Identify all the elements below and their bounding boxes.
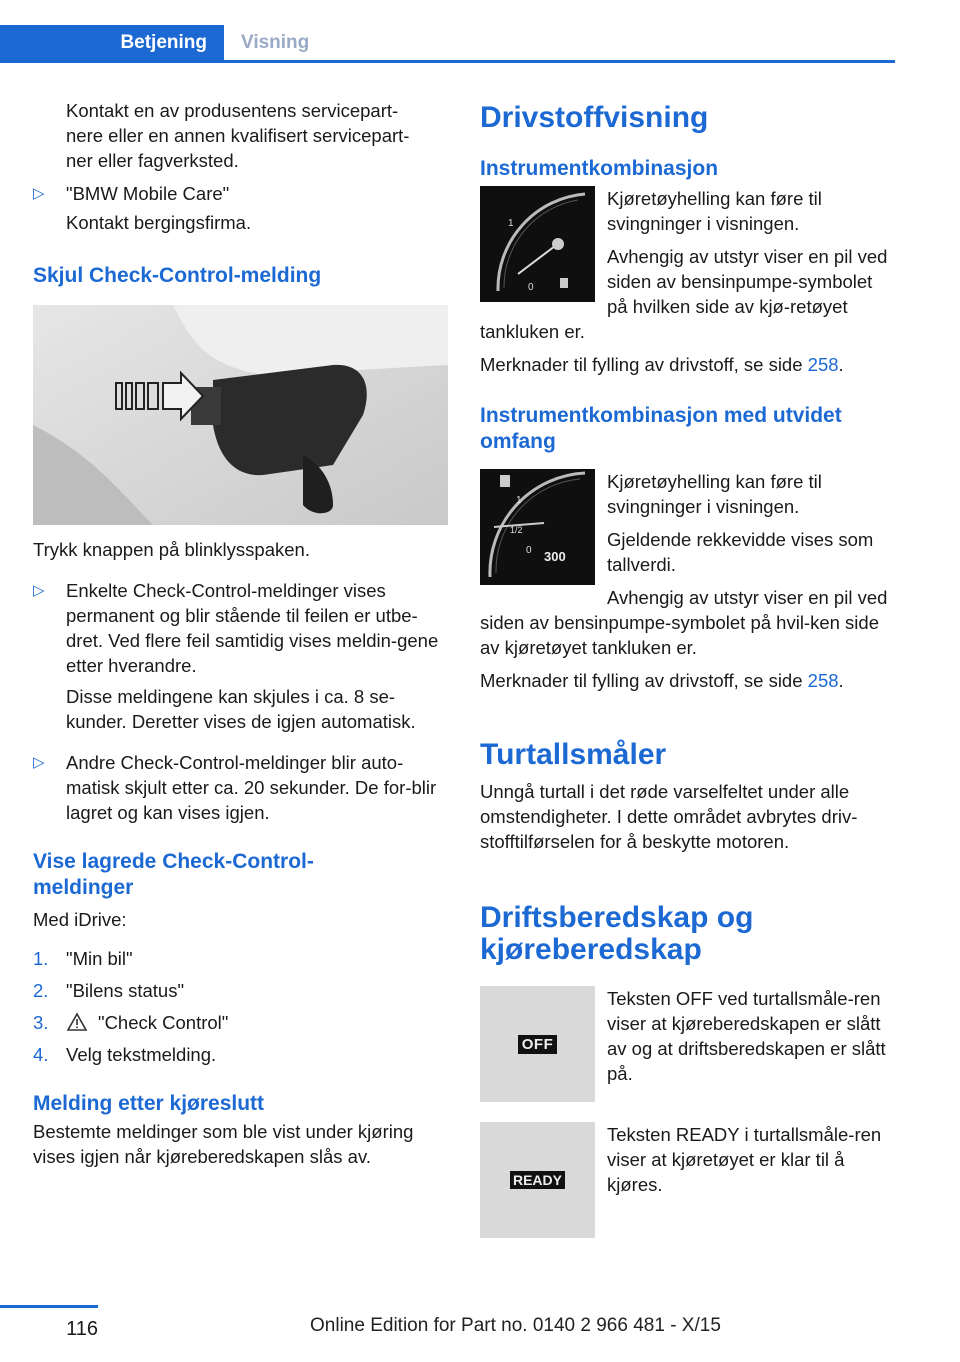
instr-section xyxy=(480,186,895,344)
gauge-label: 1 xyxy=(516,495,522,506)
ready-section xyxy=(480,1122,895,1242)
tab-label: Betjening xyxy=(120,32,207,53)
triangle-bullet-icon: ▷ xyxy=(33,185,45,202)
step-text: "Min bil" xyxy=(66,948,133,969)
right-column xyxy=(480,98,895,1242)
ext-note xyxy=(480,668,895,693)
bullet-text: Enkelte Check-Control-meldinger vises permanent og blir stående til feilen er utbe-dret. Ved flere feil samtidig vises meldin-gene etter hverandre. xyxy=(66,580,439,676)
page-link-258[interactable]: 258 xyxy=(807,670,839,691)
note-text: . xyxy=(838,354,844,375)
gauge-label: 1/2 xyxy=(510,525,523,535)
heading-instr-utvidet: Instrumentkombinasjon med utvidet omfang xyxy=(480,404,842,453)
off-text: Teksten OFF ved turtallsmåle-ren viser at kjøreberedskapen er slått av og at driftsberedskapen er slått på. xyxy=(607,988,886,1084)
step-text-row xyxy=(66,1010,228,1035)
page-link-258[interactable]: 258 xyxy=(807,354,839,375)
ext-paragraph: Avhengig av utstyr viser en pil ved siden av bensinpumpe-symbolet på hvil-ken side av kjøretøyet tankluken er. xyxy=(480,587,888,658)
step-number: 1. xyxy=(33,948,49,969)
page-number-block xyxy=(0,1305,98,1341)
tab-visning[interactable] xyxy=(224,25,309,61)
heading-melding: Melding etter kjøreslutt xyxy=(33,1092,265,1115)
gauge-label: 0 xyxy=(528,282,534,293)
list-item xyxy=(33,578,448,678)
step-text: "Check Control" xyxy=(98,1012,229,1033)
bullet-subtext: Disse meldingene kan skjules i ca. 8 se-kunder. Deretter vises de igjen automatisk. xyxy=(66,686,416,732)
extended-gauge-image xyxy=(480,469,595,585)
ext-paragraph: Kjøretøyhelling kan føre til svingninger i visningen. xyxy=(607,471,822,517)
note-text: . xyxy=(838,670,844,691)
warning-triangle-icon xyxy=(66,1012,88,1032)
left-column xyxy=(33,98,448,1169)
off-label: OFF xyxy=(518,1035,558,1054)
heading-instrumentkombinasjon: Instrumentkombinasjon xyxy=(480,157,719,180)
turtall-text: Unngå turtall i det røde varselfeltet under alle omstendigheter. I dette området avbrytes driv-stofftilførselen for å beskytte motoren. xyxy=(480,781,858,852)
step-number: 4. xyxy=(33,1044,49,1065)
ext-section xyxy=(480,469,895,660)
instr-paragraph: Avhengig av utstyr viser en pil ved siden av bensinpumpe-symbolet på hvilken side av kjø-retøyet tankluken er. xyxy=(480,246,888,342)
heading-skjul: Skjul Check-Control-melding xyxy=(33,264,322,287)
melding-text: Bestemte meldinger som ble vist under kjøring vises igjen når kjøreberedskapen slås av. xyxy=(33,1121,414,1167)
fuel-gauge-illustration xyxy=(480,186,595,302)
page-header xyxy=(0,0,895,62)
ext-paragraph: Gjeldende rekkevidde vises som tallverdi. xyxy=(607,529,874,575)
bullet-subtext: Kontakt bergingsfirma. xyxy=(66,212,252,233)
list-item xyxy=(33,946,448,971)
list-item xyxy=(33,978,448,1003)
note-text: Merknader til fylling av drivstoff, se side xyxy=(480,354,808,375)
page-number: 116 xyxy=(66,1318,98,1340)
gauge-label: 0 xyxy=(526,545,532,556)
idrive-text: Med iDrive: xyxy=(33,909,127,930)
ready-display-image xyxy=(480,1122,595,1238)
bullet-text: "BMW Mobile Care" xyxy=(66,183,230,204)
step-text: Velg tekstmelding. xyxy=(66,1044,217,1065)
gauge-label: 1 xyxy=(508,218,514,229)
list-item xyxy=(33,181,448,206)
triangle-bullet-icon: ▷ xyxy=(33,754,45,771)
step-number: 3. xyxy=(33,1012,49,1033)
tab-betjening[interactable] xyxy=(0,25,224,61)
list-item xyxy=(33,1010,448,1035)
tab-label: Visning xyxy=(241,32,310,53)
header-divider xyxy=(0,60,895,63)
note-text: Merknader til fylling av drivstoff, se side xyxy=(480,670,808,691)
turn-signal-lever-image xyxy=(33,305,448,525)
heading-drivstoffvisning: Drivstoffvisning xyxy=(480,101,709,134)
instr-note xyxy=(480,352,895,377)
fuel-gauge-image xyxy=(480,186,595,302)
image-caption: Trykk knappen på blinklysspaken. xyxy=(33,539,310,560)
heading-turtallsmaler: Turtallsmåler xyxy=(480,738,667,771)
steps-list xyxy=(33,946,448,1067)
heading-vise: Vise lagrede Check-Control- meldinger xyxy=(33,850,314,899)
page-number-divider xyxy=(0,1305,98,1308)
footer-edition: Online Edition for Part no. 0140 2 966 481 - X/15 xyxy=(310,1315,721,1336)
off-section xyxy=(480,986,895,1106)
list-item xyxy=(33,750,448,825)
gauge-label: 300 xyxy=(544,549,566,564)
step-number: 2. xyxy=(33,980,49,1001)
ready-text: Teksten READY i turtallsmåle-ren viser at kjøretøyet er klar til å kjøres. xyxy=(607,1124,882,1195)
ready-label: READY xyxy=(510,1171,565,1189)
off-display-image xyxy=(480,986,595,1102)
instr-paragraph: Kjøretøyhelling kan føre til svingninger i visningen. xyxy=(607,188,822,234)
extended-gauge-illustration xyxy=(480,469,595,585)
bullet-text: Andre Check-Control-meldinger blir auto-matisk skjult etter ca. 20 sekunder. De for-blir lagret og kan vises igjen. xyxy=(66,752,437,823)
triangle-bullet-icon: ▷ xyxy=(33,582,45,599)
step-text: "Bilens status" xyxy=(66,980,185,1001)
heading-driftsberedskap: Driftsberedskap og kjøreberedskap xyxy=(480,901,754,966)
intro-text: Kontakt en av produsentens servicepart- nere eller en annen kvalifisert servicepart- ner eller fagverksted. xyxy=(66,100,410,171)
lever-illustration xyxy=(33,305,448,525)
list-item xyxy=(33,1042,448,1067)
